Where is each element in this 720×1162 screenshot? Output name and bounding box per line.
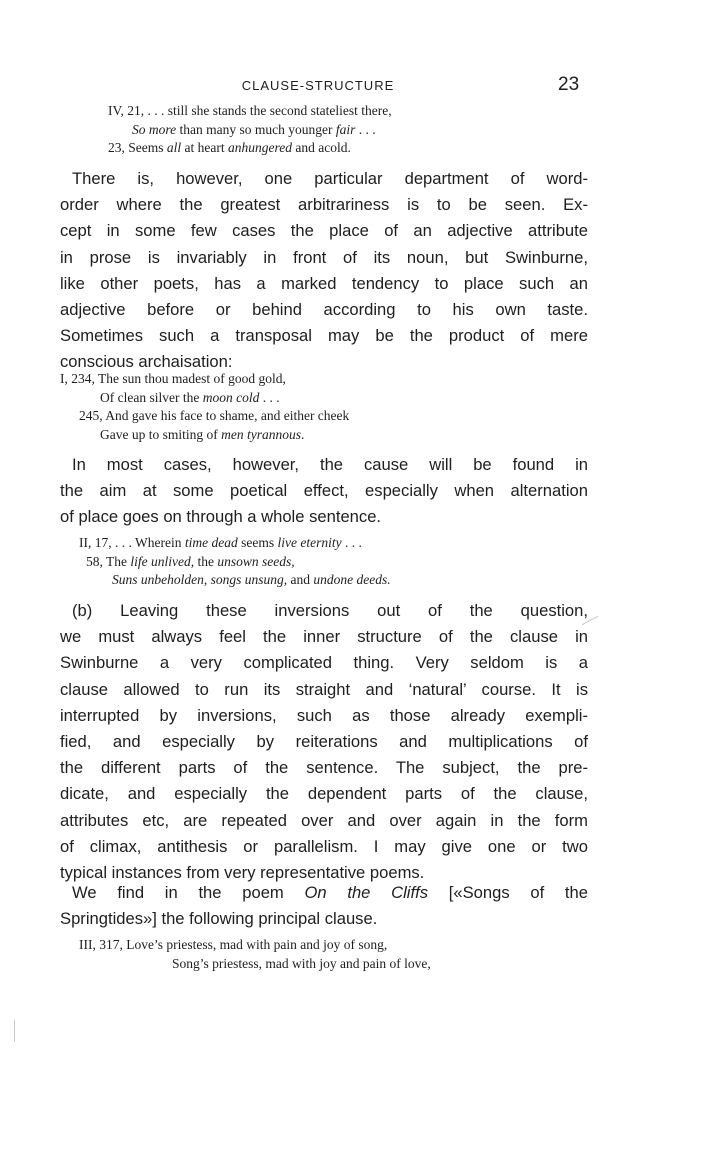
verse-text: Of clean silver the bbox=[100, 389, 203, 405]
verse-text: . . . bbox=[259, 389, 280, 405]
paragraph-1 bbox=[60, 166, 588, 376]
verse-text: the bbox=[194, 553, 218, 569]
verse-italic: So more bbox=[132, 121, 177, 137]
paragraph-line: clause allowed to run its straight and ‘natural’ course. It is bbox=[60, 679, 588, 699]
quote-block-4 bbox=[60, 936, 588, 973]
quote-line bbox=[60, 139, 588, 158]
paragraph-line: adjective before or behind according to his own taste. bbox=[60, 300, 588, 320]
verse-text: . . . bbox=[341, 535, 362, 550]
prose-text: We find in the poem bbox=[72, 883, 305, 902]
page-header bbox=[0, 74, 720, 98]
paragraph-line: the aim at some poetical effect, especially when alternation bbox=[60, 481, 588, 501]
quote-line bbox=[60, 553, 588, 572]
paragraph-line: the different parts of the sentence. The subject, the pre- bbox=[60, 758, 588, 778]
line-reference: IV, 21, bbox=[108, 103, 145, 118]
prose-text: [«Songs of the bbox=[428, 883, 588, 902]
quote-line bbox=[60, 534, 588, 553]
paragraph-line: In most cases, however, the cause will be found in bbox=[72, 455, 588, 474]
verse-text: Song’s priestess, mad with joy and pain of love, bbox=[172, 955, 431, 971]
quote-line bbox=[60, 426, 588, 445]
verse-italic: fair bbox=[335, 121, 356, 137]
verse-text: The sun thou madest of good gold, bbox=[98, 371, 286, 386]
verse-text: . . . still she stands the second stateliest there, bbox=[147, 103, 392, 118]
verse-text: . . . bbox=[355, 121, 376, 137]
verse-text: Gave up to smiting of bbox=[100, 426, 222, 442]
paragraph-line: dicate, and especially the dependent parts of the clause, bbox=[60, 784, 588, 804]
line-reference: 58, bbox=[86, 553, 103, 569]
paragraph-line: interrupted by inversions, such as those already exempli- bbox=[60, 705, 588, 725]
poem-title: On the Cliffs bbox=[304, 883, 428, 902]
quote-block-2 bbox=[60, 370, 588, 444]
paragraph-line: Springtides»] the following principal clause. bbox=[60, 909, 378, 929]
verse-text: at heart bbox=[181, 140, 228, 155]
paragraph-line bbox=[60, 880, 588, 906]
paragraph-line: cept in some few cases the place of an adjective attribute bbox=[60, 221, 588, 241]
line-reference: II, 17, bbox=[79, 535, 112, 550]
paragraph-4 bbox=[60, 880, 588, 932]
verse-italic: anhungered bbox=[228, 140, 292, 155]
paragraph-3 bbox=[60, 598, 588, 886]
verse-text: Seems bbox=[128, 140, 167, 155]
line-reference: I, 234, bbox=[60, 371, 95, 386]
paragraph-line: order where the greatest arbitrariness is to be seen. Ex- bbox=[60, 195, 588, 215]
verse-text: . . . Wherein bbox=[115, 535, 185, 550]
verse-text: The bbox=[106, 553, 131, 569]
verse-text: And gave his face to shame, and either cheek bbox=[105, 408, 350, 423]
line-reference: III, 317, bbox=[79, 937, 123, 952]
paragraph-line: conscious archaisation: bbox=[60, 352, 233, 372]
verse-italic: all bbox=[166, 140, 182, 155]
quote-line bbox=[60, 102, 588, 121]
quote-block-1 bbox=[60, 102, 588, 158]
verse-text: seems bbox=[237, 535, 278, 550]
paragraph-line: Swinburne a very complicated thing. Very seldom is a bbox=[60, 653, 588, 673]
paragraph-line: fied, and especially by reiterations and multiplications of bbox=[60, 732, 588, 752]
running-head: CLAUSE-STRUCTURE bbox=[241, 78, 395, 93]
quote-line bbox=[60, 407, 588, 426]
paragraph-line: Sometimes such a transposal may be the product of mere bbox=[60, 326, 588, 346]
verse-italic: moon cold bbox=[202, 389, 260, 405]
paragraph-line: There is, however, one particular department of word- bbox=[72, 169, 588, 188]
paragraph-line: like other poets, has a marked tendency to place such an bbox=[60, 273, 588, 293]
quote-line bbox=[60, 571, 588, 590]
paragraph-line: we must always feel the inner structure of the clause in bbox=[60, 627, 588, 647]
paragraph-line: attributes etc, are repeated over and over again in the form bbox=[60, 810, 588, 830]
quote-block-3 bbox=[60, 534, 588, 590]
verse-italic: unsown seeds, bbox=[217, 553, 295, 569]
verse-italic: time dead bbox=[184, 535, 238, 550]
verse-text: and bbox=[287, 572, 314, 587]
quote-line bbox=[60, 389, 588, 408]
paragraph-2 bbox=[60, 452, 588, 531]
verse-text: and acold. bbox=[292, 140, 351, 155]
verse-italic: men tyrannous bbox=[221, 426, 301, 442]
paragraph-line: of place goes on through a whole sentence. bbox=[60, 507, 382, 527]
paragraph-line: typical instances from very representative poems. bbox=[60, 863, 425, 883]
verse-italic: undone deeds. bbox=[313, 572, 391, 587]
line-reference: 245, bbox=[79, 408, 103, 423]
verse-italic: life unlived, bbox=[130, 553, 195, 569]
quote-line bbox=[60, 955, 588, 974]
paragraph-line: in prose is invariably in front of its noun, but Swinburne, bbox=[60, 247, 588, 267]
page-number: 23 bbox=[558, 74, 580, 95]
verse-italic: live eternity bbox=[277, 535, 342, 550]
quote-line bbox=[60, 936, 588, 955]
verse-text: . bbox=[301, 426, 305, 442]
verse-italic: Suns unbeholden, songs unsung, bbox=[112, 572, 288, 587]
quote-line bbox=[60, 370, 588, 389]
line-reference: 23, bbox=[108, 140, 125, 155]
quote-line bbox=[60, 121, 588, 140]
verse-text: than many so much younger bbox=[176, 121, 336, 137]
paragraph-line: of climax, antithesis or parallelism. I may give one or two bbox=[60, 836, 588, 856]
verse-text: Love’s priestess, mad with pain and joy of song, bbox=[126, 937, 388, 952]
scan-mark bbox=[14, 1020, 15, 1042]
paragraph-line: (b) Leaving these inversions out of the question, bbox=[72, 601, 588, 620]
